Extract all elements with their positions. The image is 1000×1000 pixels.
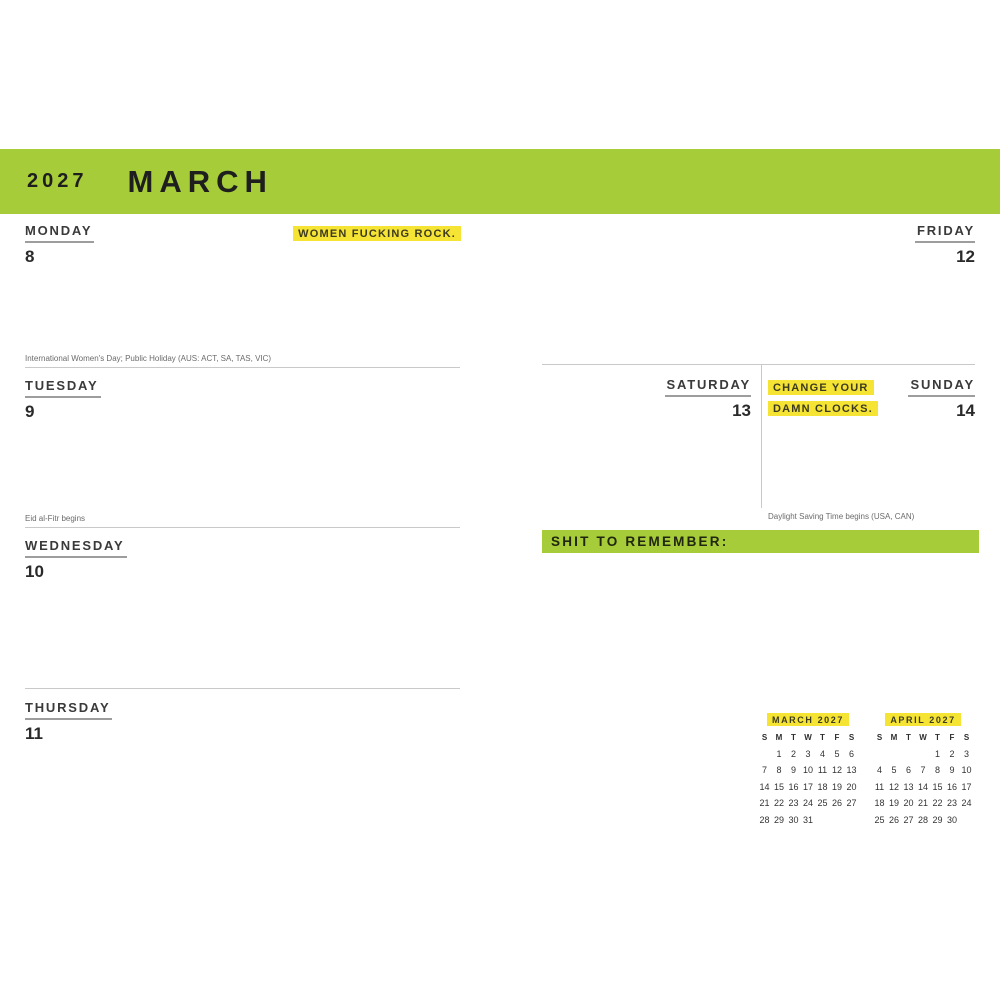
mini-cal-date (959, 812, 974, 829)
sunday-dst-footnote: Daylight Saving Time begins (USA, CAN) (768, 512, 915, 521)
mini-cal-date: 25 (874, 814, 885, 825)
mini-cal-date (887, 746, 902, 763)
mini-cal-date (872, 746, 887, 763)
monday-date: 8 (25, 247, 35, 266)
mini-cal-date: 7 (761, 765, 767, 776)
mini-cal-date: 17 (961, 781, 972, 792)
tuesday-holiday-footnote: Eid al-Fitr begins (25, 514, 86, 523)
sunday-date: 14 (956, 401, 975, 420)
month-header-banner (0, 149, 1000, 214)
monday-highlight-note (293, 224, 461, 242)
mini-cal-date: 6 (905, 765, 911, 776)
mini-calendar-march-grid (757, 729, 859, 828)
mini-cal-date: 17 (802, 781, 813, 792)
mini-cal-date: 14 (917, 781, 928, 792)
mini-cal-day-header: F (949, 732, 955, 742)
mini-cal-day-header: T (935, 732, 940, 742)
mini-cal-date: 4 (876, 765, 882, 776)
mini-cal-date: 5 (891, 765, 897, 776)
mini-cal-date: 18 (817, 781, 828, 792)
mini-cal-day-header: W (804, 732, 812, 742)
mini-cal-date: 9 (790, 765, 796, 776)
mini-cal-date: 23 (788, 798, 799, 809)
mini-cal-day-header: T (791, 732, 796, 742)
mini-cal-date: 20 (903, 798, 914, 809)
mini-cal-date: 23 (946, 798, 957, 809)
mini-cal-date: 29 (932, 814, 943, 825)
mini-calendar-march (757, 710, 859, 828)
weekend-top-divider (542, 364, 975, 365)
monday-label: MONDAY (25, 223, 94, 243)
mini-cal-date: 19 (888, 798, 899, 809)
mini-cal-date: 30 (788, 814, 799, 825)
mini-cal-date: 8 (934, 765, 940, 776)
tuesday-date: 9 (25, 402, 35, 421)
mini-cal-date (815, 812, 830, 829)
mini-cal-day-header: M (890, 732, 898, 742)
mini-cal-date: 31 (802, 814, 813, 825)
mini-cal-date: 27 (903, 814, 914, 825)
thursday-block (25, 699, 112, 744)
mini-cal-date: 16 (946, 781, 957, 792)
mini-cal-date: 4 (819, 748, 825, 759)
mini-cal-date: 7 (920, 765, 926, 776)
weekend-note-line1: CHANGE YOUR (768, 380, 874, 395)
mini-cal-day-header: W (919, 732, 927, 742)
mini-cal-date: 12 (888, 781, 899, 792)
monday-tuesday-divider (25, 367, 460, 368)
mini-cal-date (901, 746, 916, 763)
sunday-label: SUNDAY (908, 377, 975, 397)
mini-cal-date: 30 (946, 814, 957, 825)
mini-cal-date: 2 (790, 748, 796, 759)
mini-cal-day-header: T (906, 732, 911, 742)
wednesday-thursday-divider (25, 688, 460, 689)
mini-cal-date (916, 746, 931, 763)
mini-cal-date: 27 (846, 798, 857, 809)
mini-cal-date (757, 746, 772, 763)
mini-cal-date: 15 (773, 781, 784, 792)
mini-cal-date: 24 (802, 798, 813, 809)
weekend-note-line2: DAMN CLOCKS. (768, 401, 878, 416)
saturday-block (665, 376, 751, 421)
mini-cal-date: 15 (932, 781, 943, 792)
wednesday-block (25, 537, 127, 582)
mini-cal-date: 6 (848, 748, 854, 759)
mini-cal-date: 26 (888, 814, 899, 825)
mini-cal-day-header: T (820, 732, 825, 742)
mini-cal-date: 19 (831, 781, 842, 792)
mini-cal-date: 3 (805, 748, 811, 759)
monday-note-text: WOMEN FUCKING ROCK. (293, 226, 461, 241)
mini-cal-date: 21 (759, 798, 770, 809)
mini-calendars (757, 710, 974, 828)
mini-cal-date: 14 (759, 781, 770, 792)
weekend-highlight-note (768, 378, 878, 417)
mini-cal-date: 21 (917, 798, 928, 809)
sunday-block (908, 376, 975, 421)
mini-cal-date: 29 (773, 814, 784, 825)
monday-holiday-footnote: International Women's Day; Public Holiday (AUS: ACT, SA, TAS, VIC) (25, 354, 272, 363)
friday-block (915, 222, 975, 267)
mini-cal-date: 12 (831, 765, 842, 776)
mini-cal-date (844, 812, 859, 829)
mini-cal-date: 18 (874, 798, 885, 809)
tuesday-wednesday-divider (25, 527, 460, 528)
mini-cal-day-header: S (963, 732, 970, 742)
wednesday-label: WEDNESDAY (25, 538, 127, 558)
wednesday-date: 10 (25, 562, 44, 581)
mini-cal-date: 3 (963, 748, 969, 759)
mini-cal-date: 24 (961, 798, 972, 809)
thursday-label: THURSDAY (25, 700, 112, 720)
mini-cal-date: 25 (817, 798, 828, 809)
mini-cal-day-header: S (761, 732, 768, 742)
tuesday-block (25, 377, 101, 422)
mini-cal-date: 8 (776, 765, 782, 776)
mini-cal-date: 16 (788, 781, 799, 792)
mini-cal-date: 9 (949, 765, 955, 776)
mini-cal-date: 20 (846, 781, 857, 792)
mini-cal-date: 1 (934, 748, 940, 759)
mini-cal-date: 11 (874, 781, 885, 792)
friday-date: 12 (956, 247, 975, 266)
mini-cal-day-header: M (775, 732, 783, 742)
saturday-date: 13 (732, 401, 751, 420)
mini-calendar-april-grid (872, 729, 974, 828)
saturday-label: SATURDAY (665, 377, 751, 397)
mini-cal-date: 22 (932, 798, 943, 809)
mini-calendar-april-title: APRIL 2027 (885, 713, 960, 726)
mini-cal-date: 1 (776, 748, 782, 759)
mini-calendar-april (872, 710, 974, 828)
mini-cal-day-header: S (848, 732, 855, 742)
mini-cal-date: 11 (817, 765, 828, 776)
mini-calendar-march-title: MARCH 2027 (767, 713, 849, 726)
year-label: 2027 (27, 170, 88, 192)
mini-cal-date: 10 (802, 765, 813, 776)
mini-cal-day-header: F (834, 732, 840, 742)
mini-cal-date: 26 (831, 798, 842, 809)
mini-cal-date: 28 (917, 814, 928, 825)
mini-cal-date (830, 812, 845, 829)
monday-block (25, 222, 94, 267)
tuesday-label: TUESDAY (25, 378, 101, 398)
mini-cal-date: 13 (846, 765, 857, 776)
mini-cal-date: 22 (773, 798, 784, 809)
mini-cal-date: 13 (903, 781, 914, 792)
thursday-date: 11 (25, 724, 43, 743)
saturday-sunday-divider (761, 364, 762, 508)
mini-cal-date: 2 (949, 748, 955, 759)
mini-cal-date: 5 (834, 748, 840, 759)
mini-cal-date: 10 (961, 765, 972, 776)
reminder-banner: SHIT TO REMEMBER: (542, 530, 979, 553)
friday-label: FRIDAY (915, 223, 975, 243)
mini-cal-date: 28 (759, 814, 770, 825)
mini-cal-day-header: S (876, 732, 883, 742)
page-title: MARCH (127, 163, 273, 199)
